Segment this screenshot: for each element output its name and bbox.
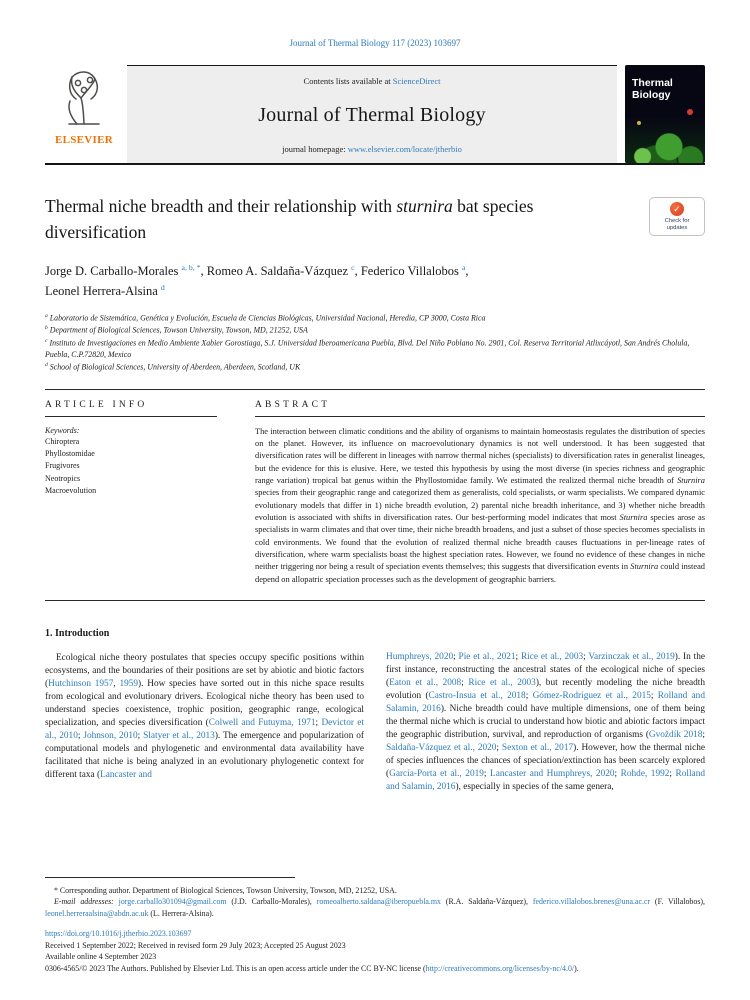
inline-link[interactable]: García-Porta et al., 2019 <box>389 769 484 780</box>
text-segment: ). How species have sorted out in this niche space results from ecological and evolutionary drivers. Ecological niche theory has been used to understand species coexistence, trophic position, geographic range, ecological specialization, and species diversification ( <box>45 679 364 729</box>
email-addresses-line <box>45 896 705 919</box>
text-segment: ), but recently modeling the niche breadth evolution ( <box>386 678 706 702</box>
keyword-item: Macroevolution <box>45 486 97 496</box>
journal-header-box <box>127 65 617 163</box>
text-segment: 0306-4565/© 2023 The Authors. Published by Elsevier Ltd. This is an open access article under the CC BY-NC license ( <box>45 963 426 973</box>
footnote-rule <box>45 877 295 878</box>
text-segment: ; <box>315 718 322 729</box>
text-segment: Sturnira <box>630 562 659 572</box>
info-abstract-bottom-rule <box>45 600 705 601</box>
affiliation-line <box>45 312 705 324</box>
affiliation-line <box>45 337 705 361</box>
introduction-heading: 1. Introduction <box>45 628 110 640</box>
inline-link[interactable]: http://creativecommons.org/licenses/by-nc/4.0/ <box>425 963 575 973</box>
affiliation-line <box>45 324 705 336</box>
text-segment: bat species diversification <box>45 196 534 243</box>
abstract-column <box>255 397 705 586</box>
text-segment: ; <box>77 731 84 742</box>
elsevier-tree-icon <box>57 68 111 133</box>
text-segment: sturnira <box>396 196 453 216</box>
text-segment: , Romeo A. Saldaña-Vázquez <box>200 263 352 278</box>
text-segment: (R.A. Saldaña-Vázquez), <box>440 897 533 907</box>
text-segment: (F. Villalobos), <box>650 897 705 907</box>
cover-title <box>632 77 673 101</box>
article-info-column <box>45 397 217 586</box>
inline-link[interactable]: leonel.herreraalsina@abdn.ac.uk <box>45 908 149 918</box>
inline-link[interactable]: Sexton et al., 2017 <box>501 743 574 754</box>
affiliation-text: Laboratorio de Sistemática, Genética y Evolución, Escuela de Ciencias Biológicas, Universidad Nacional, Heredia, CP 3000, Costa Rica <box>49 313 486 323</box>
info-abstract-section <box>45 390 705 600</box>
inline-link[interactable]: Eaton et al., 2008 <box>389 678 462 689</box>
title-row <box>45 193 705 246</box>
article-title <box>45 193 605 246</box>
inline-link[interactable]: d <box>160 282 165 292</box>
inline-link[interactable]: Pie et al., 2021 <box>458 652 516 663</box>
inline-link[interactable]: Gómez-Rodríguez et al., 2015 <box>532 691 651 702</box>
inline-link[interactable]: Rice et al., 2003 <box>520 652 584 663</box>
homepage-line <box>133 144 611 154</box>
cover-title-line2: Biology <box>632 89 671 102</box>
inline-link[interactable]: c <box>351 262 355 272</box>
text-segment: ; <box>496 743 502 754</box>
inline-link[interactable]: Lancaster and <box>100 770 152 781</box>
keywords-label: Keywords: <box>45 425 80 435</box>
text-segment: Jorge D. Carballo-Morales <box>45 263 182 278</box>
inline-link[interactable]: Varzinczak et al., 2019 <box>588 652 675 663</box>
text-segment: ; <box>669 769 676 780</box>
inline-link[interactable]: Johnson, 2010 <box>83 731 138 742</box>
corresponding-author-note: * Corresponding author. Department of Biological Sciences, Towson University, Towson, MD, 21252, USA. <box>54 885 397 895</box>
article-info-heading: ARTICLE INFO <box>45 399 148 410</box>
affiliations-block <box>45 312 705 374</box>
inline-link[interactable]: Colwell and Futuyma, 1971 <box>208 718 316 729</box>
affiliation-marker: b <box>45 325 48 332</box>
affiliation-line <box>45 361 705 373</box>
text-segment: Leonel Herrera-Alsina <box>45 284 161 299</box>
inline-link[interactable]: a <box>461 262 466 272</box>
keyword-item: Neotropics <box>45 473 81 483</box>
inline-link[interactable]: a, b, * <box>181 262 201 272</box>
journal-header <box>45 65 705 165</box>
text-segment: ; <box>614 769 621 780</box>
homepage-prefix: journal homepage: <box>282 144 348 154</box>
inline-link[interactable]: Gvoždík 2018 <box>648 730 703 741</box>
text-segment: ). Niche breadth could have multiple dimensions, one of them being the thermal niche which is crucial to understand how biotic and abiotic factors impact the geographic distribution, survival, and reproduction of organisms ( <box>386 704 705 741</box>
text-segment: species from their geographic range and categorized them as generalists, cold specialists, or warm specialists. We compared dynamic evolutionary models that differ in 1) niche breadth evolution, 2) parental niche breadth inheritance, and 3) whether niche breadth evolution is associated with shifts in diversification rates. Our best-performing model indicates that most <box>255 488 705 522</box>
crossmark-icon: ✓ <box>670 202 684 216</box>
abstract-text <box>255 426 705 586</box>
contents-prefix: Contents lists available at <box>303 76 393 86</box>
text-segment: ; <box>525 691 533 702</box>
text-segment: ; <box>483 769 491 780</box>
inline-link[interactable]: jorge.carballo301094@gmail.com <box>118 897 227 907</box>
text-segment: Sturnira <box>619 512 648 522</box>
cover-art-illustration <box>625 109 705 163</box>
text-segment: Ecological niche theory postulates that species occupy specific positions within ecosystems, and the boundaries of their positions are set by abiotic and biotic factors ( <box>45 653 364 690</box>
text-segment: , <box>465 263 469 278</box>
keyword-item: Frugivores <box>45 461 80 471</box>
text-segment: ; <box>137 731 144 742</box>
affiliation-marker: d <box>45 362 48 369</box>
text-segment: species arose as specialists in warm climates and that over time, their niche breadth broadens, and just a subset of those species becomes specialists in cold environments. We found that the evolution of realized thermal niche breadth causes fluctuations in per-lineage rates of diversification, where warm specialists boast the highest speciation rates. However, we found no evidence of these changes in niche neither triggering nor being a result of speciation events themselves; this suggests that diversification events in <box>255 512 705 572</box>
inline-link[interactable]: 1959 <box>119 679 139 690</box>
journal-title: Journal of Thermal Biology <box>258 103 486 126</box>
available-online-line: Available online 4 September 2023 <box>45 952 157 962</box>
inline-link[interactable]: Castro-Insua et al., 2018 <box>428 691 526 702</box>
body-columns <box>45 628 705 794</box>
text-segment: ; <box>515 652 521 663</box>
affiliation-marker: c <box>45 337 48 344</box>
text-segment: ; <box>650 691 658 702</box>
footnotes-block <box>45 877 705 974</box>
doi-link[interactable]: https://doi.org/10.1016/j.jtherbio.2023.103697 <box>45 929 192 939</box>
text-segment: ). The emergence and popularization of computational models and phylogenetic and environmental data availability have facilitated that niche is being analyzed in an evolutionary phylogenetic context for different taxa ( <box>45 731 364 781</box>
footnote-spacer <box>45 919 705 928</box>
contents-line <box>133 76 611 86</box>
inline-link[interactable]: Rolland and Salamin, 2016 <box>386 691 705 715</box>
inline-link[interactable]: Devictor et al., 2010 <box>45 718 365 742</box>
journal-citation-link[interactable]: Journal of Thermal Biology 117 (2023) 103697 <box>289 38 461 48</box>
body-column-left <box>45 628 364 794</box>
text-segment: ). However, how the thermal niche of species influences the chances of speciation/extinction has been scarcely explored ( <box>386 743 705 780</box>
doi-line <box>45 928 705 939</box>
text-segment: (L. Herrera-Alsina). <box>148 908 214 918</box>
text-segment: , Federico Villalobos <box>354 263 462 278</box>
check-updates-badge[interactable] <box>649 197 705 236</box>
text-segment: The interaction between climatic conditions and the ability of organisms to maintain homeostasis regulates the distribution of species on the planet. However, its influence on macroevolutionary dynamics is not well understood. It has been suggested that diversification rates will be different in lineages with narrow thermal niches (specialists) to diversification rates in generalist lineages, but the evidence for this is elusive. Here, we tested this hypothesis by using the most diverse (in species richness and geographic range variation) tropical bat genus within the Phyllostomidae family. We estimated the realized thermal niche breadth of <box>255 426 705 485</box>
copyright-line <box>45 963 705 974</box>
text-segment: ; <box>702 730 705 741</box>
inline-link[interactable]: federico.villalobos.brenes@una.ac.cr <box>532 897 651 907</box>
affiliation-text: School of Biological Sciences, University of Aberdeen, Aberdeen, Scotland, UK <box>49 362 301 372</box>
abstract-heading: ABSTRACT <box>255 399 331 410</box>
affiliation-text: Department of Biological Sciences, Towson University, Towson, MD, 21252, USA <box>49 325 308 335</box>
keyword-item: Chiroptera <box>45 436 80 446</box>
inline-link[interactable]: Hutchinson 1957 <box>48 679 114 690</box>
text-segment: ), especially in species of the same genera, <box>455 782 614 793</box>
journal-cover-thumbnail[interactable] <box>625 65 705 163</box>
inline-link[interactable]: Humphreys, 2020 <box>386 652 454 663</box>
inline-link[interactable]: Rohde, 1992 <box>620 769 670 780</box>
text-segment: ). In the first instance, reconstructing the ancestral states of the ecological niche of species ( <box>386 652 705 689</box>
received-line: Received 1 September 2022; Received in revised form 29 July 2023; Accepted 25 August 2023 <box>45 940 346 950</box>
inline-link[interactable]: Slatyer et al., 2013 <box>143 731 215 742</box>
affiliation-text: Instituto de Investigaciones en Medio Ambiente Xabier Gorostiaga, S.J. Universidad Iberoamericana Puebla, Blvd. Del Niño Poblano No. 2901, Col. Reserva Territorial Atlixcáyotl, San Andrés Cholula, Puebla, C.P.72820, Mexico <box>45 338 690 360</box>
abstract-rule <box>255 416 705 417</box>
authors-line <box>45 261 705 302</box>
article-info-rule <box>45 416 217 417</box>
cover-title-line1: Thermal <box>632 77 673 89</box>
inline-link[interactable]: Saldaña-Vázquez et al., 2020 <box>386 743 497 754</box>
text-segment: ; <box>583 652 589 663</box>
inline-link[interactable]: Rolland and Salamin, 2016 <box>386 769 705 793</box>
text-segment: , <box>113 679 120 690</box>
inline-link[interactable]: romeoalberto.saldana@iberopuebla.mx <box>316 897 441 907</box>
text-segment: (J.D. Carballo-Morales), <box>226 897 317 907</box>
text-segment: Sturnira <box>677 475 705 485</box>
text-segment: E-mail addresses: <box>54 897 119 907</box>
elsevier-logo-text: ELSEVIER <box>54 134 114 146</box>
text-segment: Thermal niche breadth and their relationship with <box>45 196 397 216</box>
keyword-item: Phyllostomidae <box>45 448 95 458</box>
text-segment: could instead depend on allopatric speciation processes such as the development of geographic barriers. <box>255 562 705 584</box>
intro-paragraph-col2 <box>386 651 705 794</box>
inline-link[interactable]: Rice et al., 2003 <box>468 678 536 689</box>
sciencedirect-link[interactable]: ScienceDirect <box>392 76 441 86</box>
text-segment: ; <box>453 652 459 663</box>
homepage-link[interactable]: www.elsevier.com/locate/jtherbio <box>347 144 462 154</box>
inline-link[interactable]: Lancaster and Humphreys, 2020 <box>490 769 615 780</box>
body-column-right <box>386 628 705 794</box>
text-segment: ). <box>574 963 579 973</box>
text-segment: ; <box>461 678 469 689</box>
elsevier-logo[interactable] <box>45 65 123 163</box>
check-updates-label: Check for updates <box>664 218 690 231</box>
affiliation-marker: a <box>45 312 48 319</box>
intro-paragraph-col1 <box>45 652 364 782</box>
